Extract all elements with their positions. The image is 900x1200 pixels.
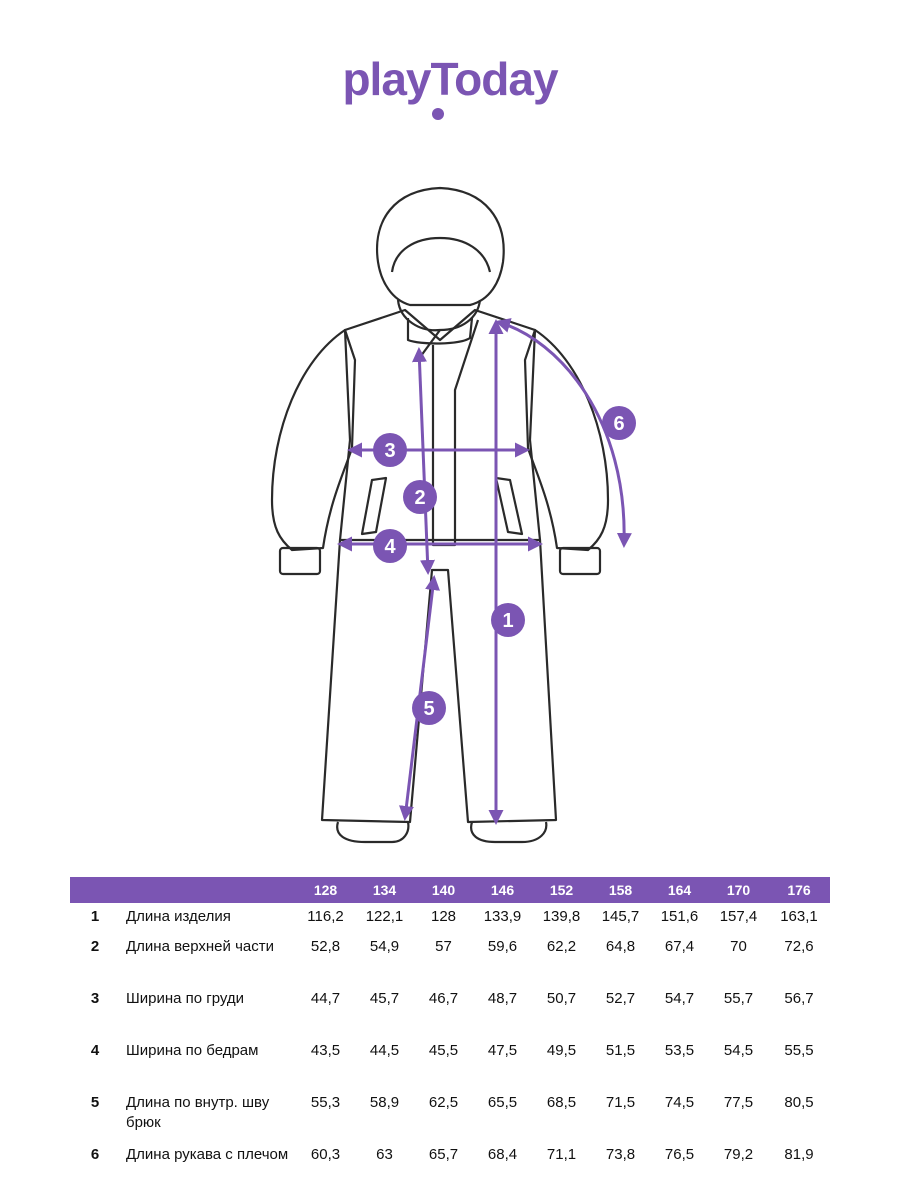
table-cell: 71,1 (546, 1146, 577, 1163)
size-header-cell: 158 (591, 877, 650, 903)
size-header-cell: 128 (296, 877, 355, 903)
row-number: 4 (90, 1042, 100, 1059)
table-cell: 55,5 (784, 1042, 814, 1059)
row-label: Длина рукава с плечом (126, 1146, 289, 1163)
row-label: Ширина по бедрам (126, 1042, 259, 1059)
table-cell: 52,7 (605, 990, 636, 1007)
table-cell: 59,6 (487, 938, 518, 955)
table-cell: 77,5 (723, 1094, 754, 1111)
table-cell: 60,3 (310, 1146, 341, 1163)
table-cell: 55,3 (310, 1094, 341, 1111)
row-number: 6 (90, 1146, 100, 1163)
table-cell: 62,5 (428, 1094, 459, 1111)
table-cell: 49,5 (546, 1042, 577, 1059)
table-cell: 63 (376, 1146, 393, 1163)
table-cell: 64,8 (605, 938, 636, 955)
jumpsuit-outline (272, 188, 608, 842)
table-cell: 53,5 (664, 1042, 695, 1059)
table-cell: 65,5 (487, 1094, 518, 1111)
table-cell: 72,6 (784, 938, 814, 955)
marker-3-label: 3 (384, 440, 396, 462)
table-cell: 74,5 (664, 1094, 695, 1111)
table-row (70, 1089, 830, 1141)
table-cell: 57 (435, 938, 452, 955)
table-cell: 45,7 (369, 990, 400, 1007)
table-cell: 116,2 (307, 908, 344, 925)
size-header-cell: 170 (709, 877, 768, 903)
table-cell: 45,5 (428, 1042, 459, 1059)
table-cell: 145,7 (601, 908, 640, 925)
table-row (70, 1037, 830, 1089)
size-header-cell: 164 (650, 877, 709, 903)
table-row (70, 1141, 830, 1193)
size-header-cell: 140 (414, 877, 473, 903)
size-header-cell: 134 (355, 877, 414, 903)
table-cell: 44,5 (369, 1042, 400, 1059)
table-cell: 68,5 (546, 1094, 577, 1111)
table-cell: 55,7 (723, 990, 754, 1007)
marker-4-label: 4 (384, 536, 396, 558)
marker-5-label: 5 (423, 698, 435, 720)
table-cell: 48,7 (487, 990, 518, 1007)
marker-1 (491, 603, 525, 637)
table-cell: 122,1 (365, 908, 404, 925)
table-row (70, 933, 830, 985)
row-label: Длина изделия (126, 908, 231, 925)
table-cell: 76,5 (664, 1146, 695, 1163)
marker-5 (412, 691, 446, 725)
size-header-cell: 176 (768, 877, 830, 903)
table-cell: 68,4 (487, 1146, 518, 1163)
table-cell: 81,9 (784, 1146, 814, 1163)
size-table (70, 877, 830, 1193)
row-number: 3 (90, 990, 100, 1007)
table-cell: 52,8 (310, 938, 341, 955)
table-cell: 73,8 (605, 1146, 636, 1163)
marker-6 (602, 406, 636, 440)
table-row (70, 903, 830, 933)
table-cell: 70 (730, 938, 747, 955)
table-cell: 128 (430, 908, 457, 925)
marker-6-label: 6 (613, 413, 625, 435)
table-cell: 54,7 (664, 990, 695, 1007)
table-cell: 51,5 (605, 1042, 636, 1059)
table-row (70, 985, 830, 1037)
table-cell: 67,4 (664, 938, 695, 955)
marker-2 (403, 480, 437, 514)
marker-4 (373, 529, 407, 563)
table-cell: 54,5 (723, 1042, 754, 1059)
table-cell: 44,7 (310, 990, 341, 1007)
table-cell: 163,1 (780, 908, 818, 925)
table-cell: 151,6 (660, 908, 699, 925)
size-header-cell: 146 (473, 877, 532, 903)
table-cell: 79,2 (723, 1146, 754, 1163)
size-header-cell: 152 (532, 877, 591, 903)
table-cell: 80,5 (784, 1094, 814, 1111)
measurement-lines (340, 322, 624, 822)
table-cell: 133,9 (483, 908, 522, 925)
svg-text:playToday: playToday (342, 53, 558, 105)
table-cell: 54,9 (369, 938, 400, 955)
table-cell: 139,8 (542, 908, 581, 925)
table-cell: 50,7 (546, 990, 577, 1007)
row-number: 1 (90, 908, 100, 925)
row-label: Ширина по груди (126, 990, 245, 1007)
marker-2-label: 2 (414, 487, 426, 509)
row-number: 5 (90, 1094, 100, 1111)
table-cell: 62,2 (546, 938, 577, 955)
table-cell: 47,5 (487, 1042, 518, 1059)
row-label: Длина по внутр. шву брюк (126, 1094, 270, 1131)
row-label: Длина верхней части (126, 938, 274, 955)
table-cell: 46,7 (428, 990, 459, 1007)
marker-3 (373, 433, 407, 467)
table-cell: 58,9 (369, 1094, 400, 1111)
table-cell: 65,7 (428, 1146, 459, 1163)
marker-1-label: 1 (502, 610, 514, 632)
table-cell: 71,5 (605, 1094, 636, 1111)
size-header-row (70, 877, 830, 903)
table-cell: 43,5 (310, 1042, 341, 1059)
table-cell: 56,7 (784, 990, 814, 1007)
table-cell: 157,4 (719, 908, 758, 925)
row-number: 2 (90, 938, 100, 955)
